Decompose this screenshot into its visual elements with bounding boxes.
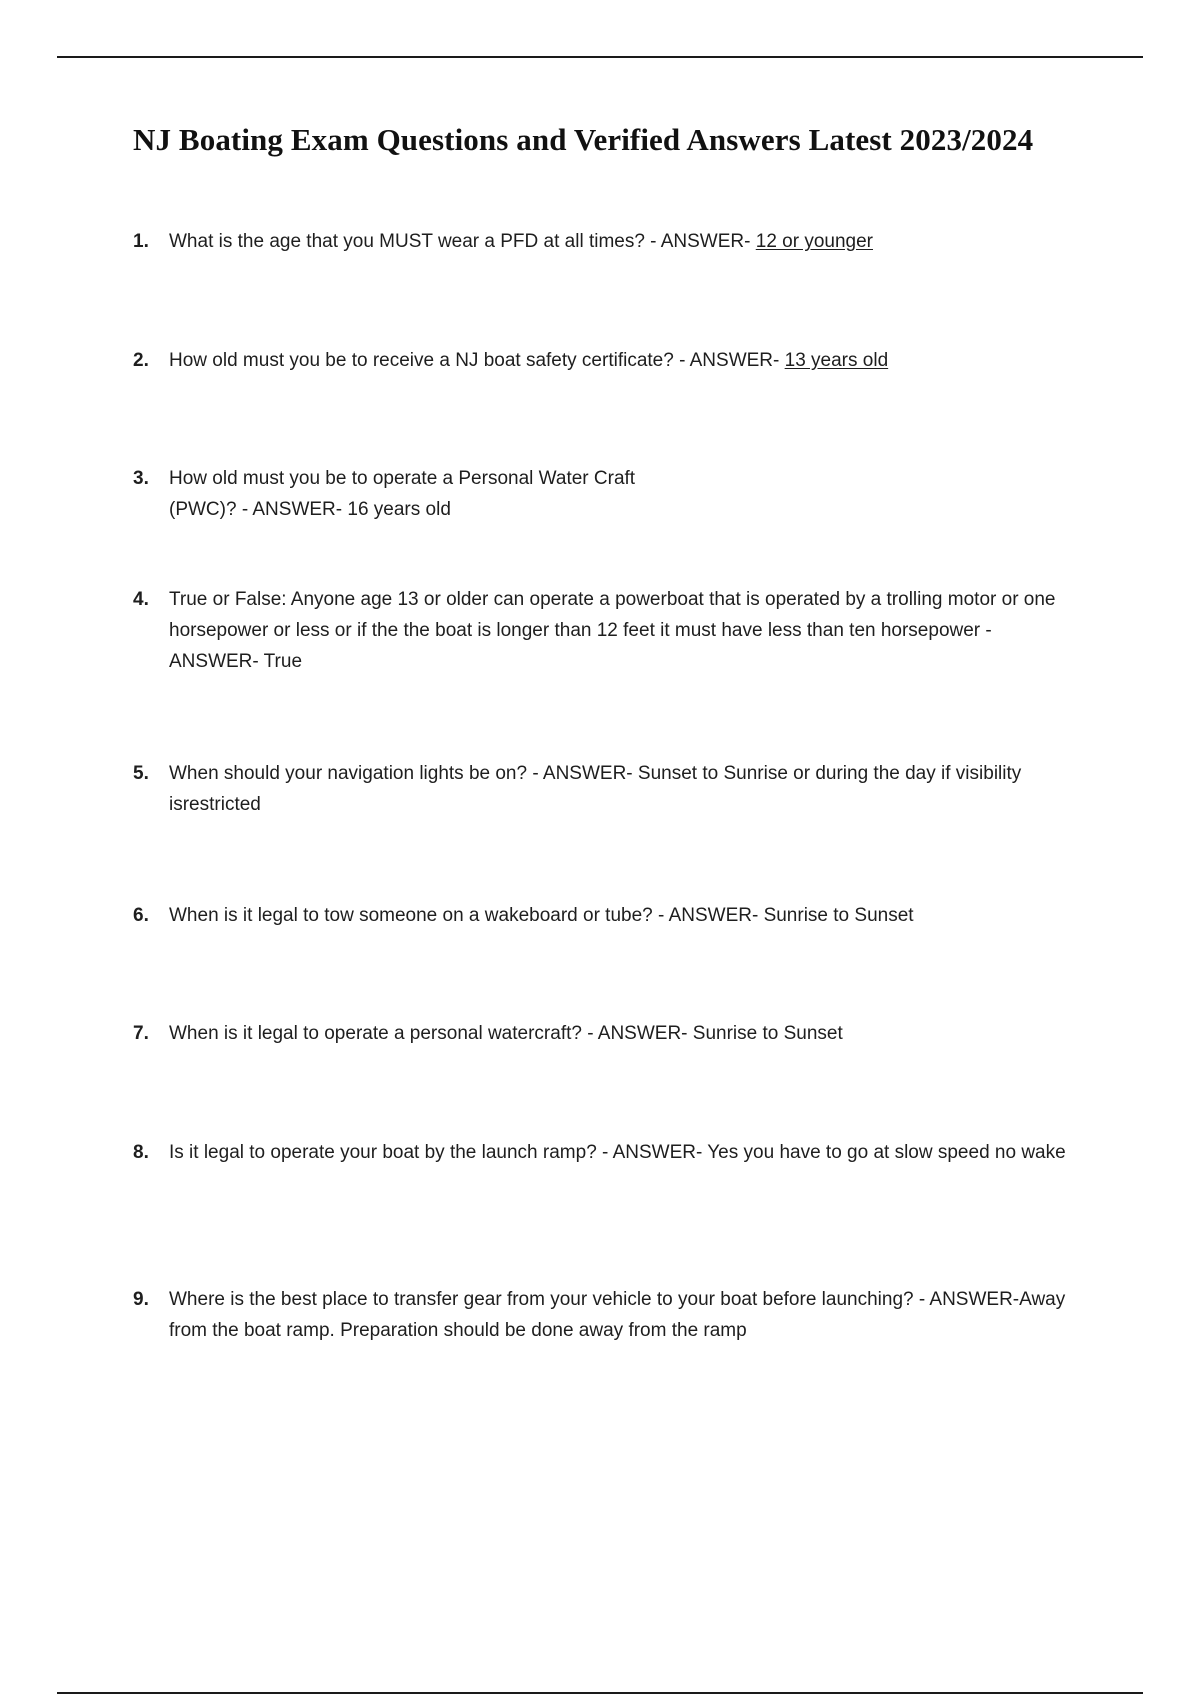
question-number: 1.: [133, 231, 149, 252]
question-number: 2.: [133, 350, 149, 371]
question-item-2: [133, 345, 1073, 376]
question-item-4: [133, 584, 1073, 677]
question-text: How old must you be to receive a NJ boat safety certificate? - ANSWER- 13 years old: [169, 350, 889, 371]
question-item-1: [133, 226, 1073, 257]
question-text: When should your navigation lights be on? - ANSWER- Sunset to Sunrise or during the day if visibility isrestricted: [169, 763, 1022, 815]
question-number: 4.: [133, 589, 149, 610]
question-number: 9.: [133, 1289, 149, 1310]
question-item-8: [133, 1137, 1073, 1168]
question-number: 8.: [133, 1142, 149, 1163]
top-rule: [57, 56, 1143, 58]
bottom-rule: [57, 1692, 1143, 1694]
question-number: 6.: [133, 905, 149, 926]
question-item-6: [133, 900, 1073, 931]
question-text: How old must you be to operate a Personal Water Craft (PWC)? - ANSWER- 16 years old: [169, 468, 636, 520]
question-text: True or False: Anyone age 13 or older can operate a powerboat that is operated by a trolling motor or one horsepower or less or if the the boat is longer than 12 feet it must have less than ten horsepower -ANSWER- True: [169, 589, 1056, 672]
page-title: NJ Boating Exam Questions and Verified Answers Latest 2023/2024: [133, 122, 1034, 157]
question-text: When is it legal to tow someone on a wakeboard or tube? - ANSWER- Sunrise to Sunset: [169, 905, 914, 926]
question-item-9: [133, 1284, 1073, 1346]
question-number: 7.: [133, 1023, 149, 1044]
answer-text: 12 or younger: [755, 231, 873, 252]
question-text: Where is the best place to transfer gear from your vehicle to your boat before launching? - ANSWER-Away from the boat ramp. Preparation should be done away from the ramp: [169, 1289, 1066, 1341]
question-item-5: [133, 758, 1073, 820]
question-text: When is it legal to operate a personal watercraft? - ANSWER- Sunrise to Sunset: [169, 1023, 843, 1044]
question-item-3: [133, 463, 1073, 525]
question-text: Is it legal to operate your boat by the launch ramp? - ANSWER- Yes you have to go at slow speed no wake: [169, 1142, 1066, 1163]
answer-text: 13 years old: [784, 350, 889, 371]
question-number: 5.: [133, 763, 149, 784]
question-text: What is the age that you MUST wear a PFD at all times? - ANSWER- 12 or younger: [169, 231, 873, 252]
question-number: 3.: [133, 468, 149, 489]
question-item-7: [133, 1018, 1073, 1049]
